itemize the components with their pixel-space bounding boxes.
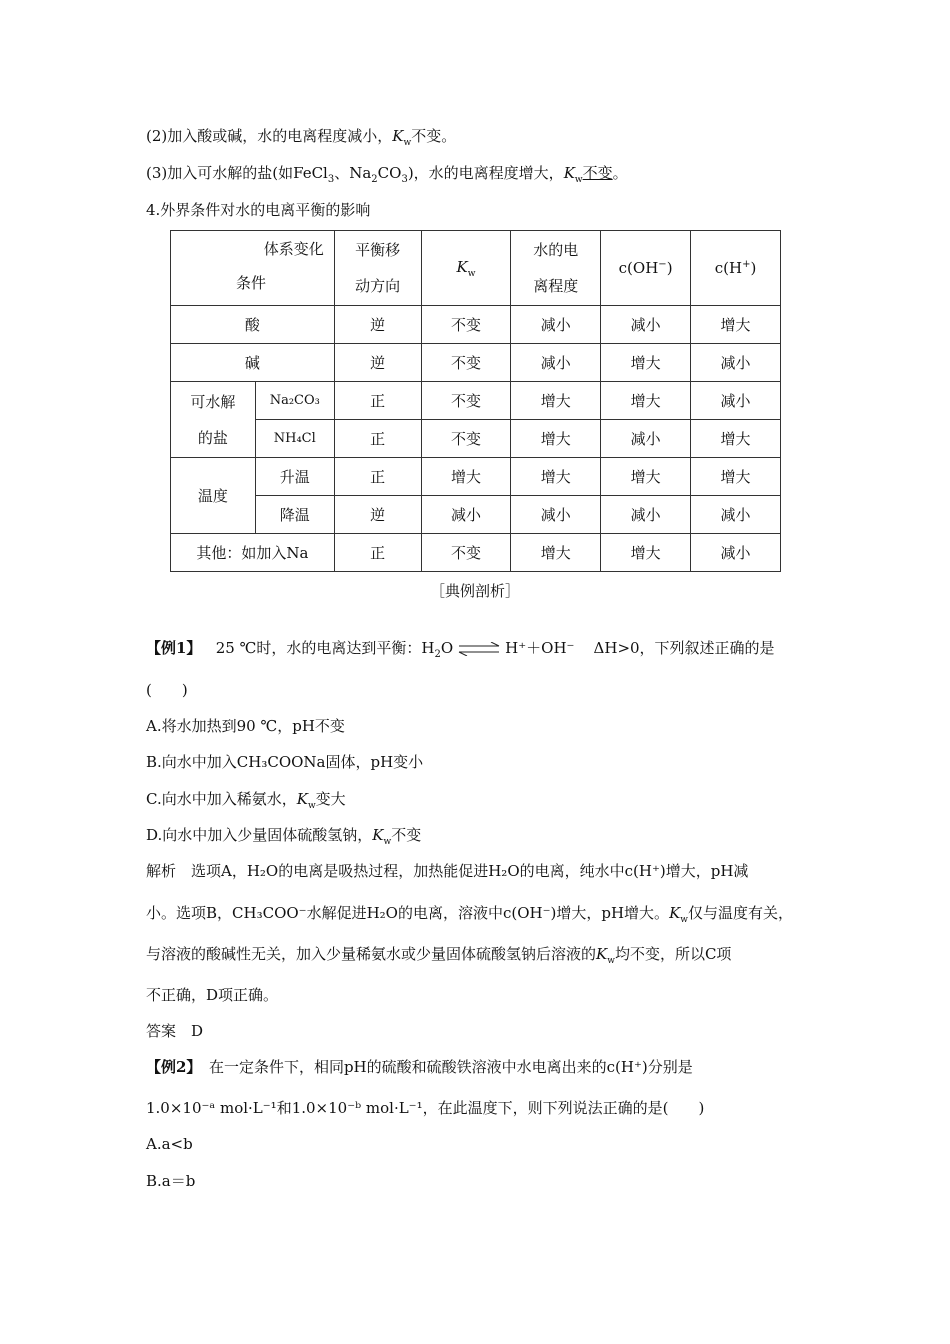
cell-h: 增大 <box>691 306 781 344</box>
intro-line-3-underlined: 不变 <box>582 164 613 182</box>
example2-option-b: B.a＝b <box>146 1172 196 1190</box>
cell-kw: 不变 <box>421 306 511 344</box>
example1-analysis-3: 与溶液的酸碱性无关，加入少量稀氨水或少量固体硫酸氢钠后溶液的$K_w$均不变，所以C项 <box>146 945 732 966</box>
cell-kw: 不变 <box>421 534 511 572</box>
cell-condition: 其他：如加入Na <box>171 534 335 572</box>
cell-oh: 减小 <box>601 420 691 458</box>
cell-oh: 增大 <box>601 344 691 382</box>
cell-sub-condition: 升温 <box>255 458 334 496</box>
example1-dh: ΔH>0，下列叙述正确的是 <box>593 639 775 657</box>
cell-condition: 碱 <box>171 344 335 382</box>
cell-kw: 不变 <box>421 344 511 382</box>
table-row <box>171 534 781 572</box>
kw-symbol: $K_w$ <box>669 904 688 925</box>
cell-kw: 增大 <box>421 458 511 496</box>
cell-h: 减小 <box>691 534 781 572</box>
example1-answer: 答案 D <box>146 1022 204 1040</box>
table-row <box>171 420 781 458</box>
table-row <box>171 382 781 420</box>
table-row <box>171 306 781 344</box>
cell-degree: 减小 <box>511 496 601 534</box>
example1-option-d: D.向水中加入少量固体硫酸氢钠，$K_w$不变 <box>146 826 422 847</box>
example1-stem-o: O <box>440 639 454 657</box>
cell-shift: 逆 <box>334 306 421 344</box>
cell-shift: 正 <box>334 458 421 496</box>
equilibrium-arrow-icon <box>457 642 501 656</box>
cell-shift: 逆 <box>334 344 421 382</box>
example2-line-2: 1.0×10⁻ᵃ mol·L⁻¹和1.0×10⁻ᵇ mol·L⁻¹，在此温度下，则下列说法正确的是( ) <box>146 1099 705 1117</box>
cell-oh: 增大 <box>601 382 691 420</box>
cell-shift: 正 <box>334 420 421 458</box>
cell-h: 减小 <box>691 382 781 420</box>
kw-symbol: $K_w$ <box>596 945 615 966</box>
cell-kw: 不变 <box>421 382 511 420</box>
example1-stem-text: 25 ℃时，水的电离达到平衡：H <box>215 639 435 657</box>
cell-group-salt: 可水解 的盐 <box>171 382 256 458</box>
cell-degree: 增大 <box>511 534 601 572</box>
header-c-oh: c(OH−) <box>601 231 691 306</box>
cell-group-temperature: 温度 <box>171 458 256 534</box>
kw-symbol: $K_w$ <box>372 826 392 847</box>
kw-symbol: $K_w$ <box>563 164 583 185</box>
intro-line-3-text: (3)加入可水解的盐(如FeCl <box>146 164 328 182</box>
header-diagonal-cell <box>171 231 335 306</box>
header-shift: 平衡移 动方向 <box>334 231 421 306</box>
intro-line-2-text: (2)加入酸或碱，水的电离程度减小， <box>146 127 393 145</box>
table-row <box>171 344 781 382</box>
section-heading: 4.外界条件对水的电离平衡的影响 <box>146 201 371 219</box>
section-caption: ［典例剖析］ <box>429 582 520 600</box>
cell-degree: 增大 <box>511 458 601 496</box>
table-row <box>171 458 781 496</box>
cell-oh: 减小 <box>601 306 691 344</box>
cell-degree: 增大 <box>511 382 601 420</box>
example1-option-a: A.将水加热到90 ℃，pH不变 <box>146 717 345 735</box>
example1-stem: 【例1】 25 ℃时，水的电离达到平衡：$H_2O$ H⁺＋OH⁻ ΔH>0，下列叙述正确的是 <box>146 639 775 660</box>
cell-h: 增大 <box>691 420 781 458</box>
intro-line-3: (3)加入可水解的盐(如FeCl$_3$、$Na_2CO_3$)，水的电离程度增大，$K_w$不变。 <box>146 164 628 185</box>
water-ionization-table <box>170 230 781 572</box>
table-row <box>171 496 781 534</box>
cell-degree: 减小 <box>511 306 601 344</box>
intro-line-2 <box>146 126 456 153</box>
cell-h: 减小 <box>691 344 781 382</box>
intro-line-3-period: 。 <box>612 164 628 182</box>
header-kw: $K_w$ <box>421 231 511 306</box>
kw-symbol: $K_w$ <box>296 790 316 811</box>
intro-line-3-mid2: CO <box>377 164 402 182</box>
cell-sub-condition: Na₂CO₃ <box>255 382 334 420</box>
table-header-row <box>171 231 781 306</box>
cell-shift: 逆 <box>334 496 421 534</box>
example1-option-c: C.向水中加入稀氨水，$K_w$变大 <box>146 790 346 811</box>
header-system-change: 体系变化 <box>263 240 324 258</box>
intro-line-2-end: 不变。 <box>411 127 457 145</box>
example2-stem-text: 在一定条件下，相同pH的硫酸和硫酸铁溶液中水电离出来的c(H⁺)分别是 <box>193 1058 693 1076</box>
cell-h: 增大 <box>691 458 781 496</box>
cell-kw: 减小 <box>421 496 511 534</box>
intro-line-3-mid: 、Na <box>334 164 372 182</box>
cell-oh: 增大 <box>601 534 691 572</box>
intro-line-3-mid3: )，水的电离程度增大， <box>407 164 564 182</box>
example1-analysis-1: 解析 选项A，H₂O的电离是吸热过程，加热能促进H₂O的电离，纯水中c(H⁺)增大，pH减 <box>146 862 749 880</box>
cell-shift: 正 <box>334 534 421 572</box>
example1-products: H⁺＋OH⁻ <box>505 639 575 657</box>
cell-oh: 增大 <box>601 458 691 496</box>
cell-h: 减小 <box>691 496 781 534</box>
example2-stem <box>146 1057 693 1077</box>
example1-option-b: B.向水中加入CH₃COONa固体，pH变小 <box>146 753 424 771</box>
example1-paren: ( ) <box>146 681 188 699</box>
cell-degree: 增大 <box>511 420 601 458</box>
header-c-h: c(H+) <box>691 231 781 306</box>
cell-sub-condition: NH₄Cl <box>255 420 334 458</box>
example1-analysis-4: 不正确，D项正确。 <box>146 986 279 1004</box>
example1-analysis-2: 小。选项B，CH₃COO⁻水解促进H₂O的电离，溶液中c(OH⁻)增大，pH增大。$K_w$仅与温度有关， <box>146 904 794 925</box>
cell-condition: 酸 <box>171 306 335 344</box>
header-degree: 水的电 离程度 <box>511 231 601 306</box>
kw-symbol: $K_w$ <box>392 127 412 148</box>
cell-kw: 不变 <box>421 420 511 458</box>
cell-shift: 正 <box>334 382 421 420</box>
example1-tag: 【例1】 <box>146 639 202 657</box>
cell-degree: 减小 <box>511 344 601 382</box>
header-condition: 条件 <box>236 274 267 292</box>
cell-sub-condition: 降温 <box>255 496 334 534</box>
example2-option-a: A.a<b <box>146 1135 193 1153</box>
example2-tag: 【例2】 <box>146 1058 194 1076</box>
cell-oh: 减小 <box>601 496 691 534</box>
